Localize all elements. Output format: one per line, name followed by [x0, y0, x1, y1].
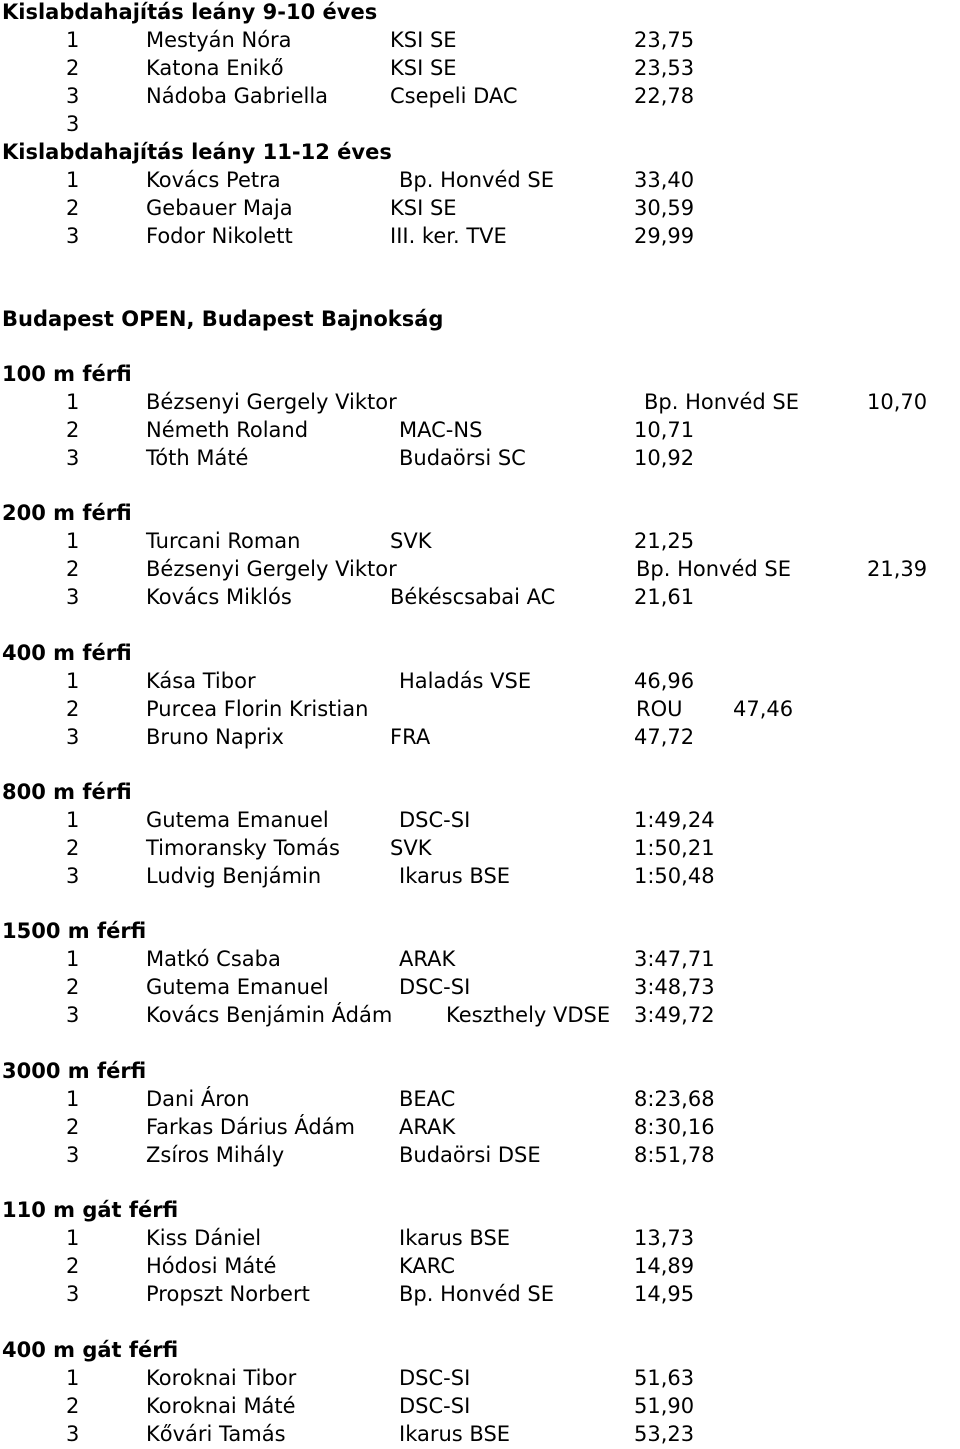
- section-heading: 110 m gát férfi: [2, 1198, 179, 1222]
- athlete-name: Katona Enikő: [146, 56, 284, 80]
- result-value: 10,71: [634, 418, 695, 442]
- club-name: Budaörsi SC: [399, 446, 526, 470]
- club-name: KARC: [399, 1254, 455, 1278]
- result-value: 10,70: [867, 390, 928, 414]
- club-name: DSC-SI: [399, 1366, 471, 1390]
- place-number: 2: [66, 697, 80, 721]
- athlete-name: Kása Tibor: [146, 669, 256, 693]
- place-number: 3: [66, 864, 80, 888]
- place-number: 2: [66, 836, 80, 860]
- place-number: 1: [66, 168, 80, 192]
- result-value: 30,59: [634, 196, 695, 220]
- place-number: 3: [66, 585, 80, 609]
- result-value: 3:47,71: [634, 947, 715, 971]
- place-number: 2: [66, 1115, 80, 1139]
- section-heading: 3000 m férfi: [2, 1059, 147, 1083]
- club-name: DSC-SI: [399, 975, 471, 999]
- athlete-name: Bézsenyi Gergely Viktor: [146, 390, 397, 414]
- athlete-name: Kiss Dániel: [146, 1226, 262, 1250]
- place-number: 1: [66, 947, 80, 971]
- athlete-name: Ludvig Benjámin: [146, 864, 322, 888]
- result-value: 47,72: [634, 725, 695, 749]
- place-number: 1: [66, 28, 80, 52]
- athlete-name: Zsíros Mihály: [146, 1143, 285, 1167]
- place-number: 3: [66, 112, 80, 136]
- athlete-name: Kovács Petra: [146, 168, 281, 192]
- section-heading: 400 m férfi: [2, 641, 132, 665]
- club-name: FRA: [390, 725, 431, 749]
- result-value: 8:51,78: [634, 1143, 715, 1167]
- result-value: 10,92: [634, 446, 695, 470]
- result-value: 47,46: [733, 697, 794, 721]
- club-name: DSC-SI: [399, 1394, 471, 1418]
- athlete-name: Németh Roland: [146, 418, 309, 442]
- athlete-name: Koroknai Máté: [146, 1394, 296, 1418]
- athlete-name: Gutema Emanuel: [146, 975, 329, 999]
- place-number: 3: [66, 224, 80, 248]
- athlete-name: Gutema Emanuel: [146, 808, 329, 832]
- club-name: Ikarus BSE: [399, 864, 511, 888]
- athlete-name: Fodor Nikolett: [146, 224, 293, 248]
- club-name: Keszthely VDSE: [446, 1003, 611, 1027]
- athlete-name: Farkas Dárius Ádám: [146, 1115, 356, 1139]
- place-number: 1: [66, 1366, 80, 1390]
- result-value: 23,53: [634, 56, 695, 80]
- club-name: Bp. Honvéd SE: [644, 390, 799, 414]
- athlete-name: Turcani Roman: [146, 529, 301, 553]
- place-number: 2: [66, 56, 80, 80]
- club-name: Bp. Honvéd SE: [636, 557, 791, 581]
- result-value: 1:49,24: [634, 808, 715, 832]
- result-value: 8:23,68: [634, 1087, 715, 1111]
- result-value: 21,39: [867, 557, 928, 581]
- place-number: 2: [66, 1394, 80, 1418]
- club-name: Haladás VSE: [399, 669, 532, 693]
- athlete-name: Bézsenyi Gergely Viktor: [146, 557, 397, 581]
- club-name: Bp. Honvéd SE: [399, 168, 554, 192]
- athlete-name: Mestyán Nóra: [146, 28, 292, 52]
- result-value: 53,23: [634, 1422, 695, 1446]
- athlete-name: Purcea Florin Kristian: [146, 697, 369, 721]
- place-number: 2: [66, 975, 80, 999]
- place-number: 2: [66, 557, 80, 581]
- athlete-name: Bruno Naprix: [146, 725, 284, 749]
- section-heading: 200 m férfi: [2, 501, 132, 525]
- section-heading: 1500 m férfi: [2, 919, 147, 943]
- club-name: Budaörsi DSE: [399, 1143, 541, 1167]
- club-name: BEAC: [399, 1087, 456, 1111]
- section-heading: 100 m férfi: [2, 362, 132, 386]
- place-number: 3: [66, 1003, 80, 1027]
- result-value: 13,73: [634, 1226, 695, 1250]
- club-name: KSI SE: [390, 196, 457, 220]
- club-name: Békéscsabai AC: [390, 585, 556, 609]
- club-name: Ikarus BSE: [399, 1226, 511, 1250]
- athlete-name: Koroknai Tibor: [146, 1366, 297, 1390]
- section-heading: Kislabdahajítás leány 9-10 éves: [2, 0, 378, 24]
- club-name: ROU: [636, 697, 683, 721]
- athlete-name: Dani Áron: [146, 1087, 250, 1111]
- place-number: 1: [66, 529, 80, 553]
- athlete-name: Hódosi Máté: [146, 1254, 277, 1278]
- place-number: 1: [66, 390, 80, 414]
- result-value: 22,78: [634, 84, 695, 108]
- result-value: 3:48,73: [634, 975, 715, 999]
- athlete-name: Kovács Benjámin Ádám: [146, 1003, 393, 1027]
- section-heading: 400 m gát férfi: [2, 1338, 179, 1362]
- club-name: MAC-NS: [399, 418, 483, 442]
- place-number: 3: [66, 84, 80, 108]
- section-heading: 800 m férfi: [2, 780, 132, 804]
- result-value: 21,61: [634, 585, 695, 609]
- club-name: III. ker. TVE: [390, 224, 507, 248]
- result-value: 8:30,16: [634, 1115, 715, 1139]
- place-number: 1: [66, 1087, 80, 1111]
- result-value: 1:50,21: [634, 836, 715, 860]
- place-number: 1: [66, 1226, 80, 1250]
- result-value: 23,75: [634, 28, 695, 52]
- result-value: 14,89: [634, 1254, 695, 1278]
- club-name: SVK: [390, 529, 432, 553]
- result-value: 14,95: [634, 1282, 695, 1306]
- athlete-name: Matkó Csaba: [146, 947, 281, 971]
- club-name: KSI SE: [390, 56, 457, 80]
- place-number: 3: [66, 1143, 80, 1167]
- athlete-name: Tóth Máté: [146, 446, 249, 470]
- place-number: 1: [66, 669, 80, 693]
- result-value: 51,90: [634, 1394, 695, 1418]
- athlete-name: Nádoba Gabriella: [146, 84, 329, 108]
- athlete-name: Kővári Tamás: [146, 1422, 286, 1446]
- club-name: Csepeli DAC: [390, 84, 518, 108]
- place-number: 2: [66, 196, 80, 220]
- athlete-name: Gebauer Maja: [146, 196, 293, 220]
- athlete-name: Propszt Norbert: [146, 1282, 310, 1306]
- club-name: SVK: [390, 836, 432, 860]
- result-value: 21,25: [634, 529, 695, 553]
- result-value: 33,40: [634, 168, 695, 192]
- place-number: 3: [66, 725, 80, 749]
- place-number: 2: [66, 418, 80, 442]
- result-value: 3:49,72: [634, 1003, 715, 1027]
- result-value: 29,99: [634, 224, 695, 248]
- athlete-name: Timoransky Tomás: [146, 836, 340, 860]
- club-name: Ikarus BSE: [399, 1422, 511, 1446]
- club-name: Bp. Honvéd SE: [399, 1282, 554, 1306]
- section-heading: Budapest OPEN, Budapest Bajnokság: [2, 307, 444, 331]
- club-name: DSC-SI: [399, 808, 471, 832]
- place-number: 3: [66, 1422, 80, 1446]
- result-value: 51,63: [634, 1366, 695, 1390]
- place-number: 3: [66, 446, 80, 470]
- club-name: KSI SE: [390, 28, 457, 52]
- result-value: 46,96: [634, 669, 695, 693]
- result-value: 1:50,48: [634, 864, 715, 888]
- place-number: 3: [66, 1282, 80, 1306]
- place-number: 2: [66, 1254, 80, 1278]
- club-name: ARAK: [399, 947, 456, 971]
- club-name: ARAK: [399, 1115, 456, 1139]
- section-heading: Kislabdahajítás leány 11-12 éves: [2, 140, 392, 164]
- place-number: 1: [66, 808, 80, 832]
- athlete-name: Kovács Miklós: [146, 585, 292, 609]
